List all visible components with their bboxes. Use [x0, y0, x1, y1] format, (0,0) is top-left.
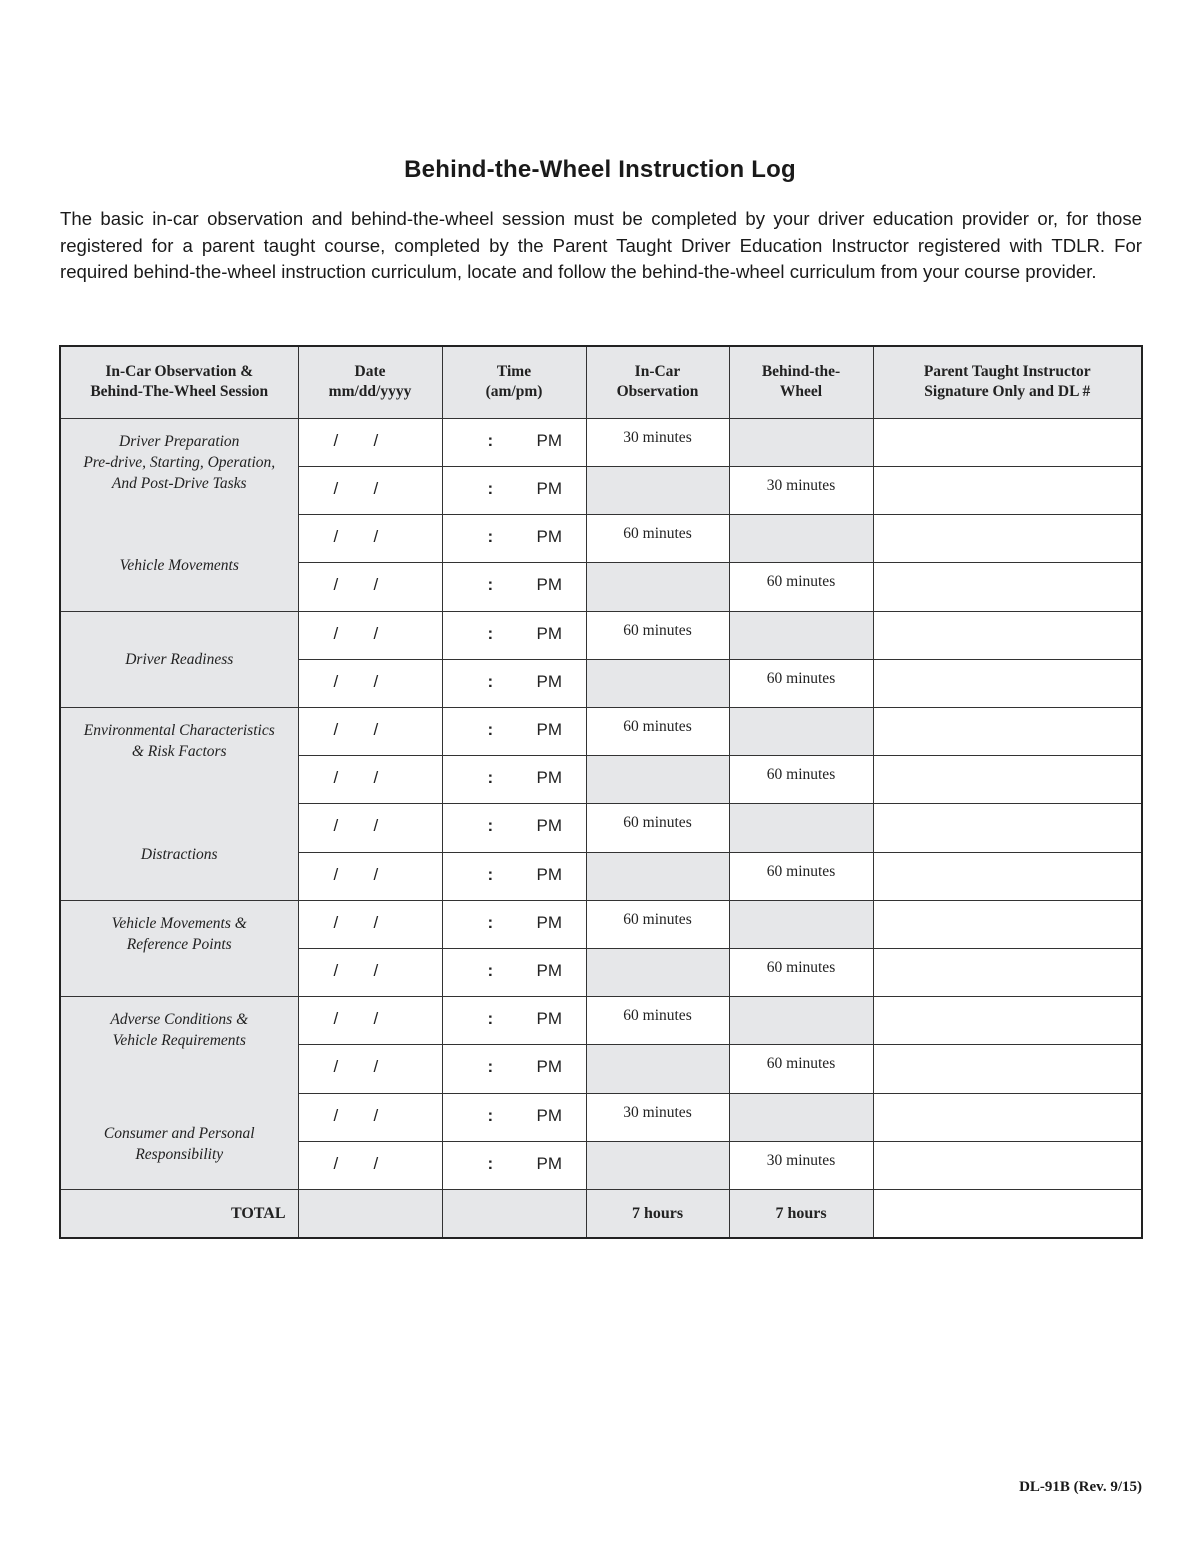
incar-minutes: 60 minutes [586, 804, 729, 852]
btw-minutes: 60 minutes [729, 852, 873, 900]
table-row [60, 900, 1142, 948]
incar-empty [586, 1141, 729, 1189]
header-session: In-Car Observation & Behind-The-Wheel Session [60, 346, 298, 418]
btw-minutes: 30 minutes [729, 467, 873, 515]
signature-field[interactable] [873, 1093, 1142, 1141]
signature-field[interactable] [873, 708, 1142, 756]
signature-field[interactable] [873, 949, 1142, 997]
btw-empty [729, 418, 873, 466]
btw-empty [729, 611, 873, 659]
signature-field[interactable] [873, 515, 1142, 563]
signature-field[interactable] [873, 563, 1142, 611]
time-field[interactable]: : PM [442, 1093, 586, 1141]
header-date: Date mm/dd/yyyy [298, 346, 442, 418]
time-field[interactable]: : PM [442, 1045, 586, 1093]
date-field[interactable]: / / [298, 418, 442, 466]
signature-field[interactable] [873, 756, 1142, 804]
table-row [60, 611, 1142, 659]
total-incar: 7 hours [586, 1190, 729, 1238]
signature-field[interactable] [873, 997, 1142, 1045]
header-signature: Parent Taught Instructor Signature Only and DL # [873, 346, 1142, 418]
signature-field[interactable] [873, 1045, 1142, 1093]
btw-minutes: 30 minutes [729, 1141, 873, 1189]
time-field[interactable]: : PM [442, 659, 586, 707]
header-incar: In-Car Observation [586, 346, 729, 418]
date-field[interactable]: / / [298, 900, 442, 948]
intro-paragraph: The basic in-car observation and behind-the-wheel session must be completed by your driver education provider or, for those registered for a parent taught course, completed by the Parent Taught Driver Education Instructor registered with TDLR. For required behind-the-wheel instruction curriculum, locate and follow the behind-the-wheel curriculum from your course provider. [60, 208, 1142, 282]
time-field[interactable]: : PM [442, 1141, 586, 1189]
btw-empty [729, 804, 873, 852]
date-field[interactable]: / / [298, 563, 442, 611]
page-title: Behind-the-Wheel Instruction Log [404, 156, 796, 183]
date-field[interactable]: / / [298, 659, 442, 707]
date-field[interactable]: / / [298, 804, 442, 852]
incar-minutes: 60 minutes [586, 900, 729, 948]
btw-empty [729, 708, 873, 756]
incar-empty [586, 467, 729, 515]
date-field[interactable]: / / [298, 852, 442, 900]
time-field[interactable]: : PM [442, 611, 586, 659]
signature-field[interactable] [873, 852, 1142, 900]
session-driver-readiness: Driver Readiness [60, 611, 298, 707]
date-field[interactable]: / / [298, 1141, 442, 1189]
session-driver-preparation: Driver Preparation Pre-drive, Starting, Operation, And Post-Drive Tasks [83, 432, 276, 492]
header-btw: Behind-the- Wheel [729, 346, 873, 418]
btw-minutes: 60 minutes [729, 563, 873, 611]
time-field[interactable]: : PM [442, 708, 586, 756]
incar-empty [586, 949, 729, 997]
signature-field[interactable] [873, 467, 1142, 515]
total-btw: 7 hours [729, 1190, 873, 1238]
time-field[interactable]: : PM [442, 804, 586, 852]
btw-minutes: 60 minutes [729, 659, 873, 707]
btw-minutes: 60 minutes [729, 756, 873, 804]
session-distractions: Distractions [140, 846, 218, 864]
session-group-3 [60, 708, 298, 901]
session-group-5 [60, 997, 298, 1190]
session-consumer-responsibility: Consumer and Personal Responsibility [103, 1125, 255, 1164]
incar-empty [586, 563, 729, 611]
total-signature-field[interactable] [873, 1190, 1142, 1238]
session-vehicle-movements: Vehicle Movements [119, 557, 239, 575]
incar-minutes: 60 minutes [586, 708, 729, 756]
form-number: DL-91B (Rev. 9/15) [1019, 1479, 1142, 1495]
incar-empty [586, 852, 729, 900]
signature-field[interactable] [873, 804, 1142, 852]
signature-field[interactable] [873, 900, 1142, 948]
total-time-empty [442, 1190, 586, 1238]
date-field[interactable]: / / [298, 1045, 442, 1093]
session-group-4 [60, 900, 298, 996]
incar-minutes: 60 minutes [586, 611, 729, 659]
header-time: Time (am/pm) [442, 346, 586, 418]
time-field[interactable]: : PM [442, 418, 586, 466]
date-field[interactable]: / / [298, 611, 442, 659]
incar-empty [586, 659, 729, 707]
btw-empty [729, 997, 873, 1045]
time-field[interactable]: : PM [442, 467, 586, 515]
total-label: TOTAL [60, 1190, 298, 1238]
instruction-log-table [59, 345, 1143, 1239]
time-field[interactable]: : PM [442, 949, 586, 997]
date-field[interactable]: / / [298, 515, 442, 563]
session-adverse-conditions: Adverse Conditions & Vehicle Requirements [110, 1011, 249, 1050]
table-row [60, 418, 1142, 466]
date-field[interactable]: / / [298, 467, 442, 515]
time-field[interactable]: : PM [442, 756, 586, 804]
time-field[interactable]: : PM [442, 563, 586, 611]
session-environmental-characteristics: Environmental Characteristics & Risk Factors [83, 722, 275, 761]
incar-minutes: 60 minutes [586, 515, 729, 563]
btw-empty [729, 1093, 873, 1141]
table-row [60, 708, 1142, 756]
time-field[interactable]: : PM [442, 997, 586, 1045]
incar-empty [586, 1045, 729, 1093]
header-row [60, 346, 1142, 418]
time-field[interactable]: : PM [442, 852, 586, 900]
signature-field[interactable] [873, 659, 1142, 707]
table-row [60, 997, 1142, 1045]
total-date-empty [298, 1190, 442, 1238]
btw-empty [729, 900, 873, 948]
date-field[interactable]: / / [298, 949, 442, 997]
incar-minutes: 60 minutes [586, 997, 729, 1045]
incar-empty [586, 756, 729, 804]
signature-field[interactable] [873, 418, 1142, 466]
incar-minutes: 30 minutes [586, 418, 729, 466]
signature-field[interactable] [873, 1141, 1142, 1189]
session-group-1 [60, 418, 298, 611]
btw-minutes: 60 minutes [729, 1045, 873, 1093]
date-field[interactable]: / / [298, 997, 442, 1045]
date-field[interactable]: / / [298, 1093, 442, 1141]
session-vehicle-movements-reference: Vehicle Movements & Reference Points [111, 914, 247, 953]
incar-minutes: 30 minutes [586, 1093, 729, 1141]
date-field[interactable]: / / [298, 708, 442, 756]
signature-field[interactable] [873, 611, 1142, 659]
time-field[interactable]: : PM [442, 515, 586, 563]
date-field[interactable]: / / [298, 756, 442, 804]
btw-minutes: 60 minutes [729, 949, 873, 997]
total-row [60, 1190, 1142, 1238]
time-field[interactable]: : PM [442, 900, 586, 948]
btw-empty [729, 515, 873, 563]
